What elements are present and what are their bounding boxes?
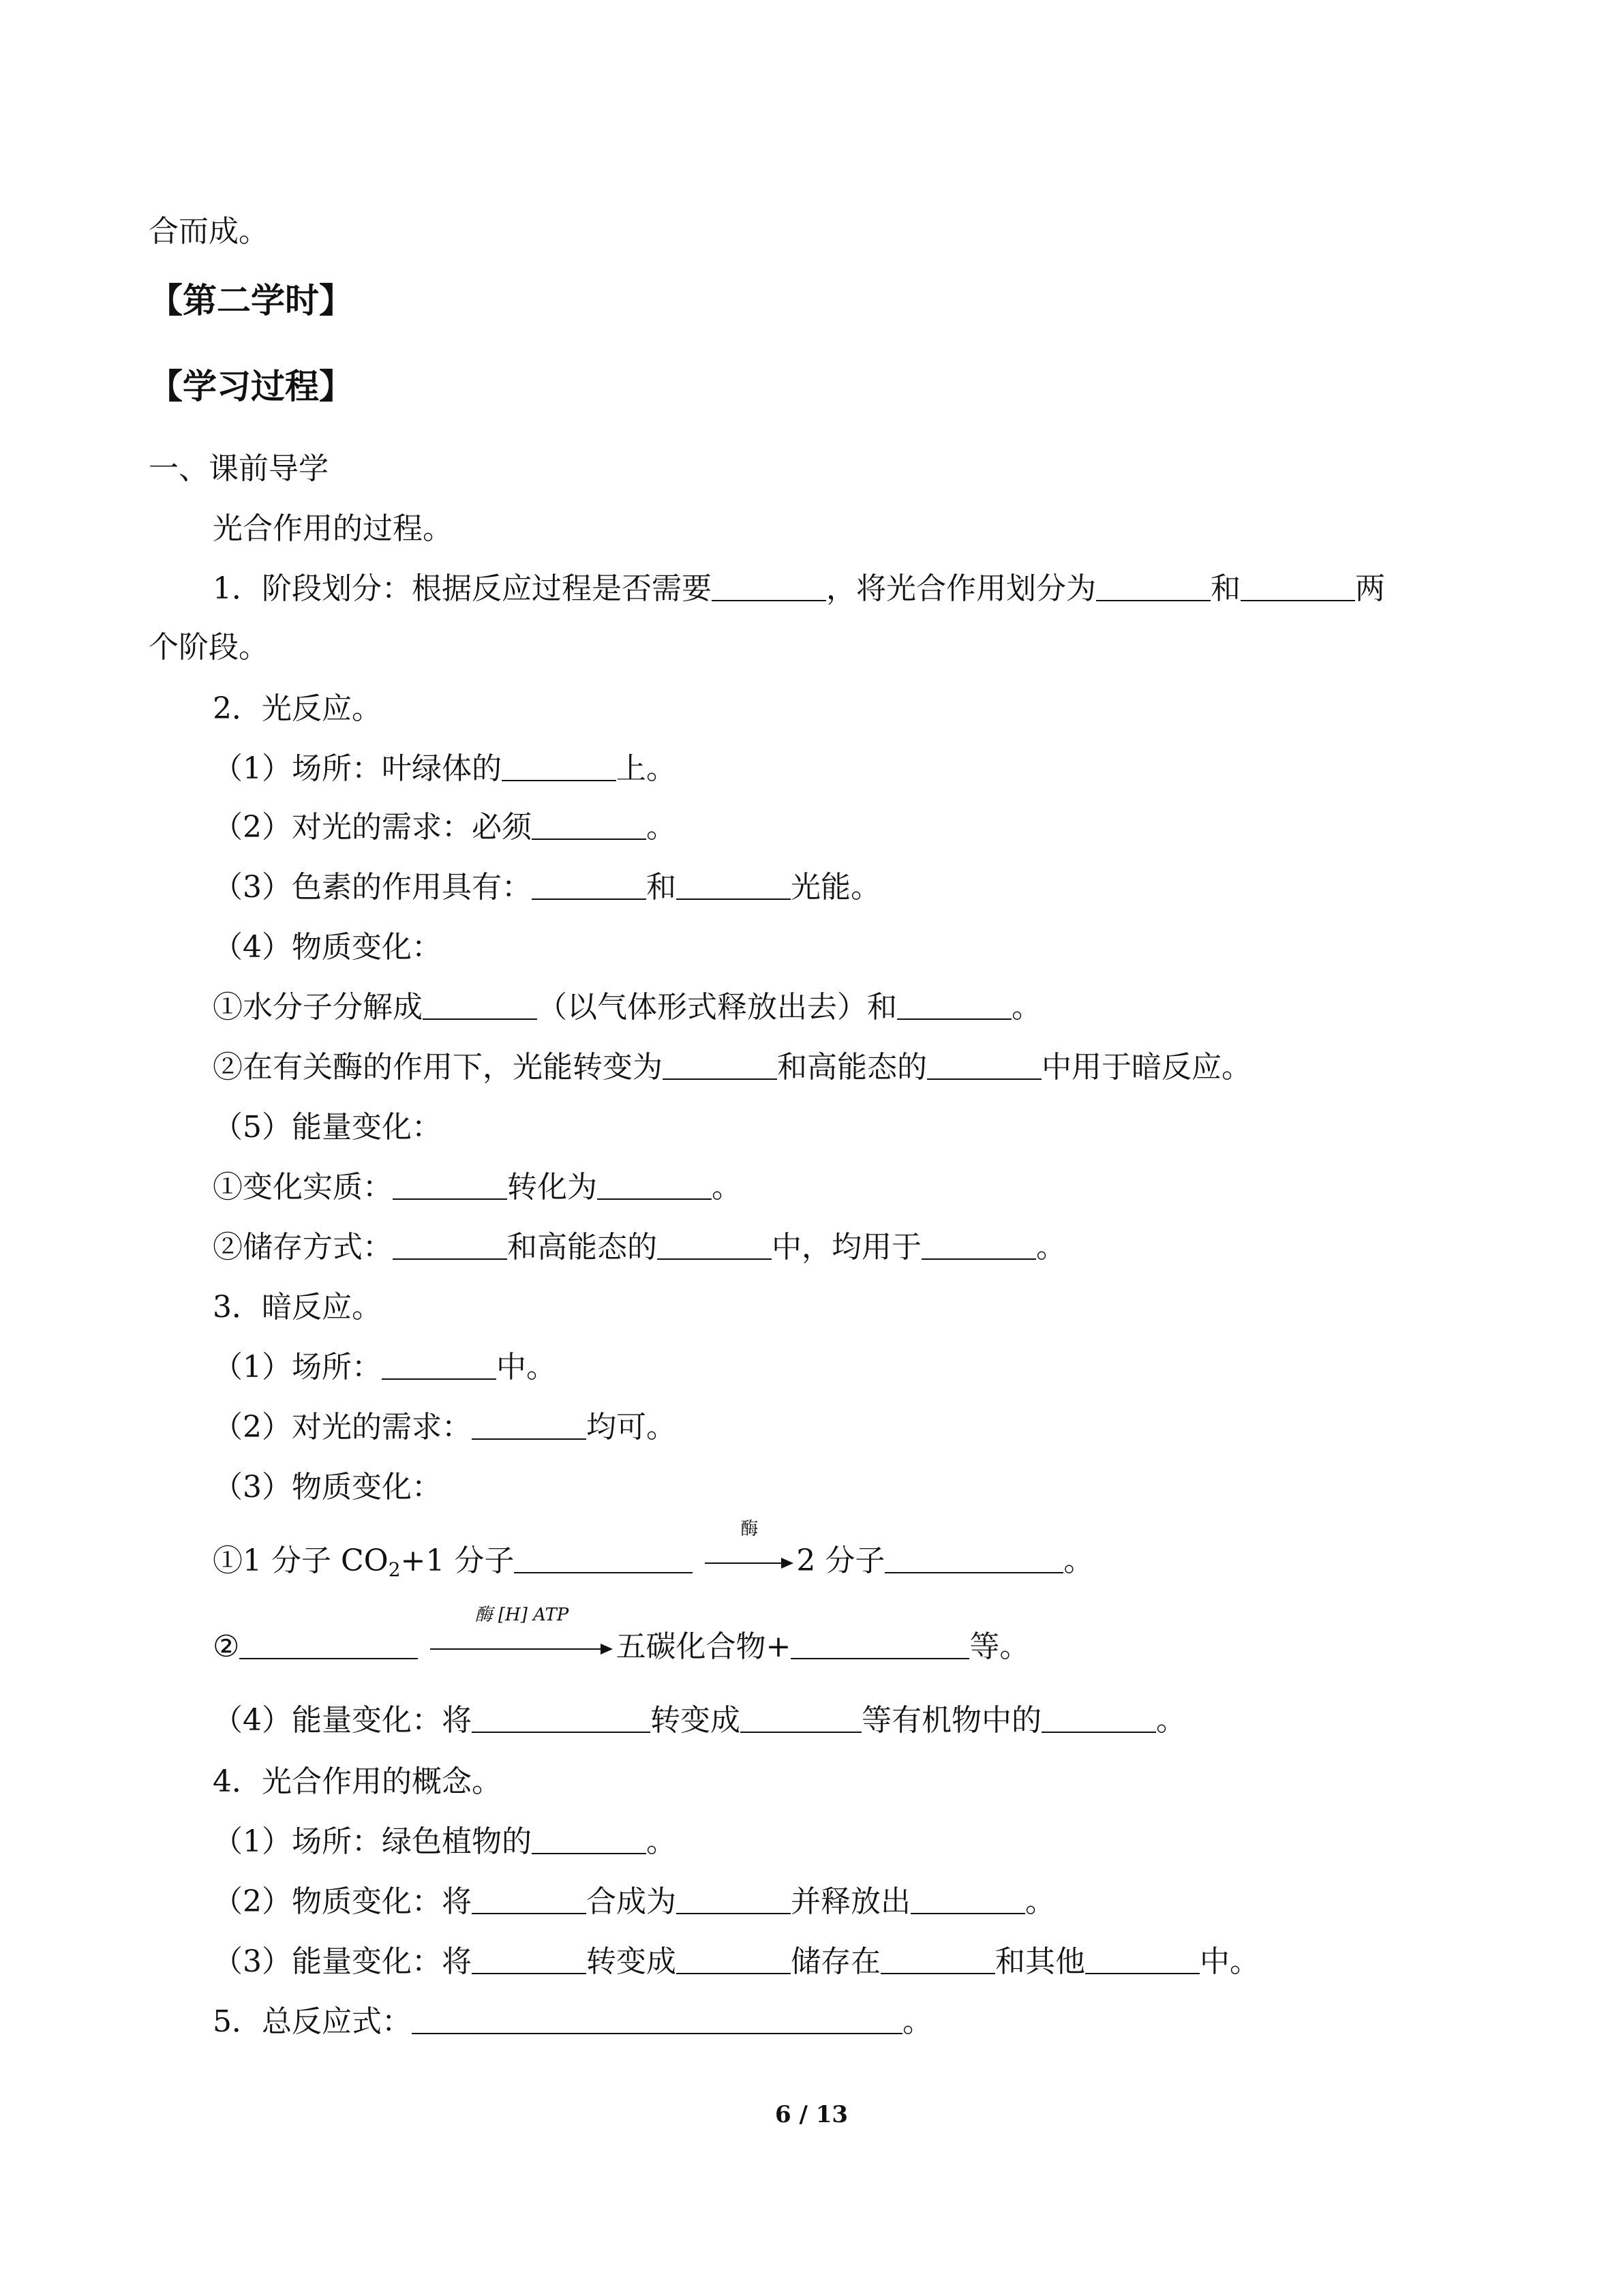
- item2-p5-1: [213, 1168, 742, 1207]
- item5-text-a: 5．总反应式：: [213, 2004, 412, 2039]
- blank: [676, 1883, 791, 1914]
- blank: [657, 1228, 772, 1260]
- item4-p1-text-a: （1）场所：绿色植物的: [213, 1824, 532, 1859]
- item2-p5-2-text-c: 中，均用于: [772, 1230, 922, 1265]
- item4-p3-text-b: 转变成: [586, 1944, 676, 1979]
- item2-p3: [213, 868, 881, 907]
- eq1-text-d: 。: [1063, 1543, 1094, 1578]
- item3-p3-text: （3）物质变化：: [213, 1470, 442, 1505]
- item2-p1-text-a: （1）场所：叶绿体的: [213, 751, 502, 786]
- item2-p5: [213, 1108, 442, 1147]
- item3-p4: [213, 1702, 1186, 1740]
- blank: [526, 2003, 788, 2034]
- item2-p5-1-text-a: ①变化实质：: [213, 1170, 393, 1205]
- blank: [1042, 1702, 1156, 1733]
- item3-p2-text-b: 均可。: [586, 1410, 676, 1445]
- item2-p4-1-text-c: 。: [1012, 990, 1042, 1025]
- eq2-text-c: 等。: [969, 1629, 1030, 1664]
- blank: [788, 2003, 902, 2034]
- item2-p3-text-c: 光能。: [791, 870, 881, 905]
- blank: [927, 1048, 1042, 1080]
- eq1-arrow-label: 酶: [740, 1519, 759, 1539]
- item2-p4-2-text-a: ②在有关酶的作用下，光能转变为: [213, 1050, 663, 1085]
- blank: [740, 1702, 862, 1733]
- item2-p4-1: [213, 988, 1042, 1027]
- section-title: [149, 450, 329, 488]
- blank: [1241, 570, 1355, 601]
- item2-p5-2-text-b: 和高能态的: [507, 1230, 657, 1265]
- heading-lesson-text: 【第二学时】: [149, 281, 353, 320]
- item2-p4-2-text-b: 和高能态的: [777, 1050, 927, 1085]
- item3-title: [213, 1288, 382, 1327]
- blank: [676, 1943, 791, 1974]
- reaction-arrow-icon: [430, 1605, 613, 1666]
- arrow-head: [781, 1558, 793, 1569]
- blank: [881, 1943, 995, 1974]
- item4-p2-text-b: 合成为: [586, 1884, 676, 1919]
- eq1-text-a: ①1 分子 CO: [213, 1543, 389, 1578]
- blank: [393, 1228, 507, 1260]
- blank: [676, 868, 791, 900]
- item4-title-text: 4．光合作用的概念。: [213, 1764, 502, 1799]
- heading-lesson: [149, 280, 353, 322]
- arrow-shaft: [705, 1562, 783, 1564]
- item2-p5-1-text-b: 转化为: [507, 1170, 597, 1205]
- item1-text-c: 和: [1211, 571, 1241, 606]
- page-number: [0, 2101, 1623, 2128]
- blank: [922, 1228, 1036, 1260]
- item3-p3: [213, 1468, 442, 1507]
- item2-p4-text: （4）物质变化：: [213, 930, 442, 965]
- item2-title-text: 2．光反应。: [213, 691, 382, 726]
- item3-equation-1: [213, 1519, 1094, 1581]
- item4-p3-text-e: 中。: [1200, 1944, 1260, 1979]
- item2-p4-1-text-b: （以气体形式释放出去）和: [537, 990, 897, 1025]
- item2-p2-text-a: （2）对光的需求：必须: [213, 810, 532, 845]
- item2-title: [213, 690, 382, 728]
- blank: [239, 1628, 418, 1659]
- item2-p5-1-text-c: 。: [712, 1170, 742, 1205]
- item3-p2-text-a: （2）对光的需求：: [213, 1410, 472, 1445]
- item4-p2-text-a: （2）物质变化：将: [213, 1884, 472, 1919]
- item2-p4-2: [213, 1048, 1252, 1087]
- blank: [532, 809, 646, 840]
- blank: [412, 2003, 526, 2034]
- item4-p1-text-b: 。: [646, 1824, 676, 1859]
- eq2-text-a: ②: [213, 1629, 240, 1664]
- blank: [911, 1883, 1025, 1914]
- blank: [663, 1048, 777, 1080]
- blank: [885, 1542, 1063, 1573]
- blank: [712, 570, 826, 601]
- item3-p1: [213, 1348, 556, 1387]
- item2-p5-text: （5）能量变化：: [213, 1110, 442, 1145]
- item3-p4-text-a: （4）能量变化：将: [213, 1703, 472, 1738]
- intro-text: 光合作用的过程。: [213, 511, 453, 546]
- blank: [472, 1943, 586, 1974]
- item2-p4: [213, 928, 442, 967]
- blank: [393, 1168, 507, 1200]
- continuation-text: [149, 213, 269, 251]
- item3-p1-text-a: （1）场所：: [213, 1350, 382, 1385]
- item4-title: [213, 1763, 502, 1801]
- arrow-head: [601, 1644, 613, 1655]
- item4-p1: [213, 1823, 676, 1861]
- item5-line: [213, 2003, 932, 2041]
- item4-p2: [213, 1883, 1055, 1921]
- item4-p2-text-d: 。: [1025, 1884, 1055, 1919]
- heading-process: [149, 365, 353, 408]
- arrow-shaft: [430, 1648, 602, 1650]
- item1-text-d: 两: [1355, 571, 1385, 606]
- heading-process-text: 【学习过程】: [149, 367, 353, 406]
- blank: [382, 1348, 496, 1380]
- item3-equation-2: [213, 1605, 1030, 1666]
- blank: [532, 1823, 646, 1854]
- blank: [502, 750, 616, 781]
- item4-p2-text-c: 并释放出: [791, 1884, 911, 1919]
- blank: [423, 988, 537, 1020]
- item5-text-b: 。: [902, 2004, 932, 2039]
- continuation-text-span: 合而成。: [149, 214, 269, 249]
- item2-p2: [213, 809, 676, 847]
- page-number-text: 6 / 13: [774, 2101, 849, 2128]
- item2-p3-text-a: （3）色素的作用具有：: [213, 870, 532, 905]
- blank: [897, 988, 1012, 1020]
- blank: [472, 1702, 650, 1733]
- intro-line: [213, 510, 453, 548]
- item1-line: [213, 570, 1385, 608]
- item2-p5-2-text-a: ②储存方式：: [213, 1230, 393, 1265]
- item3-p2: [213, 1408, 676, 1447]
- item2-p4-2-text-c: 中用于暗反应。: [1042, 1050, 1252, 1085]
- blank: [472, 1408, 586, 1440]
- item2-p2-text-b: 。: [646, 810, 676, 845]
- item1-text-a: 1．阶段划分：根据反应过程是否需要: [213, 571, 712, 606]
- item2-p1: [213, 750, 676, 788]
- item4-p3: [213, 1943, 1260, 1981]
- item3-p4-text-d: 。: [1156, 1703, 1186, 1738]
- section-title-text: 一、课前导学: [149, 451, 329, 486]
- reaction-arrow-icon: [705, 1519, 793, 1580]
- blank: [791, 1628, 969, 1659]
- item3-p4-text-c: 等有机物中的: [862, 1703, 1042, 1738]
- eq1-text-b: +1 分子: [400, 1543, 515, 1578]
- item3-p1-text-b: 中。: [496, 1350, 556, 1385]
- item1-cont-line: [149, 629, 269, 667]
- eq1-subscript: 2: [388, 1558, 401, 1581]
- item2-p5-2-text-d: 。: [1036, 1230, 1066, 1265]
- item4-p3-text-a: （3）能量变化：将: [213, 1944, 472, 1979]
- item3-p4-text-b: 转变成: [650, 1703, 740, 1738]
- eq1-text-c: 2 分子: [796, 1543, 885, 1578]
- item2-p1-text-b: 上。: [616, 751, 676, 786]
- item2-p3-text-b: 和: [646, 870, 676, 905]
- blank: [1096, 570, 1211, 601]
- blank: [597, 1168, 712, 1200]
- item1-cont-text: 个阶段。: [149, 630, 269, 665]
- blank: [472, 1883, 586, 1914]
- eq2-arrow-label: 酶 [H] ATP: [474, 1605, 569, 1625]
- item1-text-b: ，将光合作用划分为: [826, 571, 1096, 606]
- blank: [514, 1542, 693, 1573]
- eq2-text-b: 五碳化合物+: [616, 1629, 791, 1664]
- blank: [532, 868, 646, 900]
- item4-p3-text-c: 储存在: [791, 1944, 881, 1979]
- item2-p5-2: [213, 1228, 1066, 1267]
- item3-title-text: 3．暗反应。: [213, 1290, 382, 1325]
- item2-p4-1-text-a: ①水分子分解成: [213, 990, 423, 1025]
- item4-p3-text-d: 和其他: [995, 1944, 1085, 1979]
- blank: [1085, 1943, 1200, 1974]
